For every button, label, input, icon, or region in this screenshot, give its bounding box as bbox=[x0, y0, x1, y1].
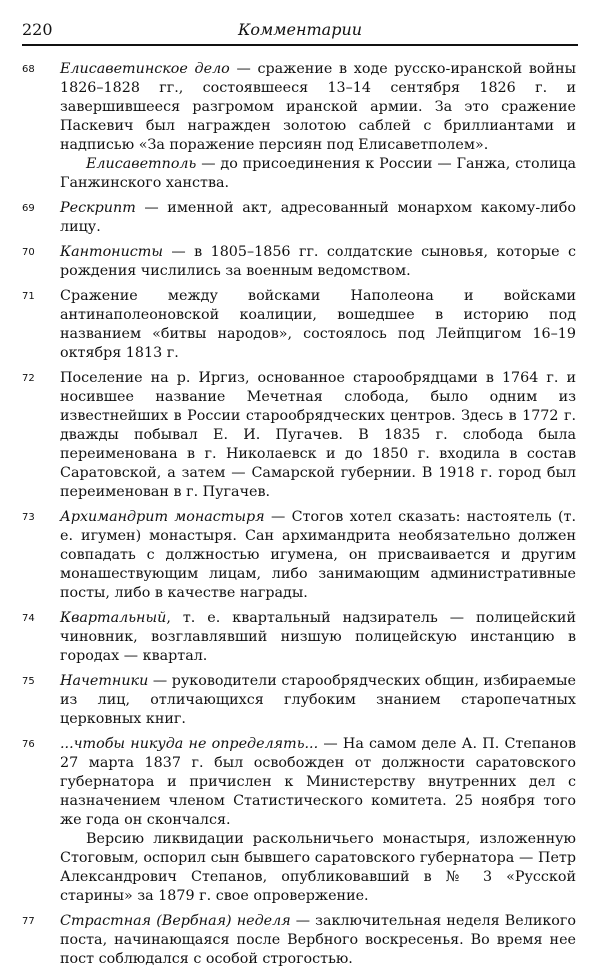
note-term: Архимандрит монастыря bbox=[60, 509, 265, 525]
page-number: 220 bbox=[22, 20, 53, 39]
note-term: Начетники bbox=[60, 673, 149, 689]
note-term: Рескрипт bbox=[60, 200, 136, 216]
note-paragraph bbox=[60, 243, 576, 281]
note-number: 75 bbox=[22, 676, 35, 687]
running-title: Комментарии bbox=[237, 20, 363, 39]
notes-list bbox=[0, 60, 600, 975]
note-term: Елисаветинское дело bbox=[60, 61, 230, 77]
note-76 bbox=[0, 735, 600, 906]
note-paragraph bbox=[60, 155, 576, 193]
note-number: 74 bbox=[22, 613, 35, 624]
note-73 bbox=[0, 508, 600, 603]
note-number: 71 bbox=[22, 291, 35, 302]
note-paragraph bbox=[60, 912, 576, 969]
note-text: Поселение на р. Иргиз, основанное старообрядцами в 1764 г. и носившее название Мечетная слобода, было одним из известнейших в России старообрядческих центров. Здесь в 1772 г. дважды побывал Е. И. Пугачев. В 1835 г. слобода была переименована в г. Николаевск и до 1850 г. входила в состав Саратовской, а затем — Самарской губернии. В 1918 г. город был переименован в г. Пугачев. bbox=[60, 370, 576, 500]
note-term: ...чтобы никуда не определять... bbox=[60, 736, 319, 752]
note-text: — заключительная неделя Великого поста, начинающаяся после Вербного воскресенья. Во время нее пост соблюдался с особой строгостью. bbox=[60, 913, 577, 967]
note-paragraph bbox=[60, 735, 576, 830]
note-text: — в 1805–1856 гг. солдатские сыновья, которые с рождения числились за военным ведомством. bbox=[60, 244, 576, 279]
note-text: — руководители старообрядческих общин, избираемые из лиц, отличающихся глубоким знанием старопечатных церковных книг. bbox=[60, 673, 576, 727]
note-term: Кантонисты bbox=[60, 244, 164, 260]
note-number: 68 bbox=[22, 64, 35, 75]
note-number: 70 bbox=[22, 247, 35, 258]
note-paragraph bbox=[60, 287, 576, 363]
note-term: Страстная (Вербная) неделя bbox=[60, 913, 291, 929]
note-text: — На самом деле А. П. Степанов 27 марта 1837 г. был освобожден от должности саратовского губернатора и причислен к Министерству внутренних дел с назначением членом Статистического комитета. 25 ноября того же года он скончался. bbox=[60, 736, 577, 828]
note-70 bbox=[0, 243, 600, 281]
note-term: Елисаветполь bbox=[86, 156, 197, 172]
note-paragraph bbox=[60, 830, 576, 906]
note-number: 76 bbox=[22, 739, 35, 750]
note-number: 77 bbox=[22, 916, 35, 927]
note-number: 72 bbox=[22, 373, 35, 384]
note-74 bbox=[0, 609, 600, 666]
note-paragraph bbox=[60, 199, 576, 237]
note-71 bbox=[0, 287, 600, 363]
note-text: — до присоединения к России — Ганжа, столица Ганжинского ханства. bbox=[60, 156, 576, 191]
note-text: — Стогов хотел сказать: настоятель (т. е. игумен) монастыря. Сан архимандрита необязательно должен совпадать с должностью игумена, он присваивается и другим монашествующим лицам, либо занимающим административные посты, либо в качестве награды. bbox=[60, 509, 577, 601]
note-text: — сражение в ходе русско-иранской войны 1826–1828 гг., состоявшееся 13–14 сентября 1826 г. и завершившееся разгромом иранской армии. За это сражение Паскевич был награжден золотою саблей с бриллиантами и надписью «За поражение персиян под Елисаветполем». bbox=[60, 61, 576, 153]
note-text: , т. е. квартальный надзиратель — полицейский чиновник, возглавлявший низшую полицейскую инстанцию в городах — квартал. bbox=[60, 610, 576, 664]
note-term: Квартальный bbox=[60, 610, 167, 626]
note-text: — именной акт, адресованный монархом какому-либо лицу. bbox=[60, 200, 576, 235]
note-paragraph bbox=[60, 60, 576, 155]
note-paragraph bbox=[60, 672, 576, 729]
note-number: 69 bbox=[22, 203, 35, 214]
header-rule bbox=[22, 44, 578, 46]
note-77 bbox=[0, 912, 600, 969]
note-paragraph bbox=[60, 609, 576, 666]
note-68 bbox=[0, 60, 600, 193]
note-paragraph bbox=[60, 508, 576, 603]
note-75 bbox=[0, 672, 600, 729]
note-paragraph bbox=[60, 369, 576, 502]
note-text: Версию ликвидации раскольничьего монастыря, изложенную Стоговым, оспорил сын бывшего саратовского губернатора — Петр Александрович Степанов, опубликовавший в № 3 «Русской старины» за 1879 г. свое опровержение. bbox=[60, 831, 576, 904]
note-72 bbox=[0, 369, 600, 502]
note-number: 73 bbox=[22, 512, 35, 523]
page-header bbox=[22, 14, 578, 44]
note-69 bbox=[0, 199, 600, 237]
note-text: Сражение между войсками Наполеона и войсками антинаполеоновской коалиции, вошедшее в историю под названием «битвы народов», состоялось под Лейпцигом 16–19 октября 1813 г. bbox=[60, 288, 576, 361]
